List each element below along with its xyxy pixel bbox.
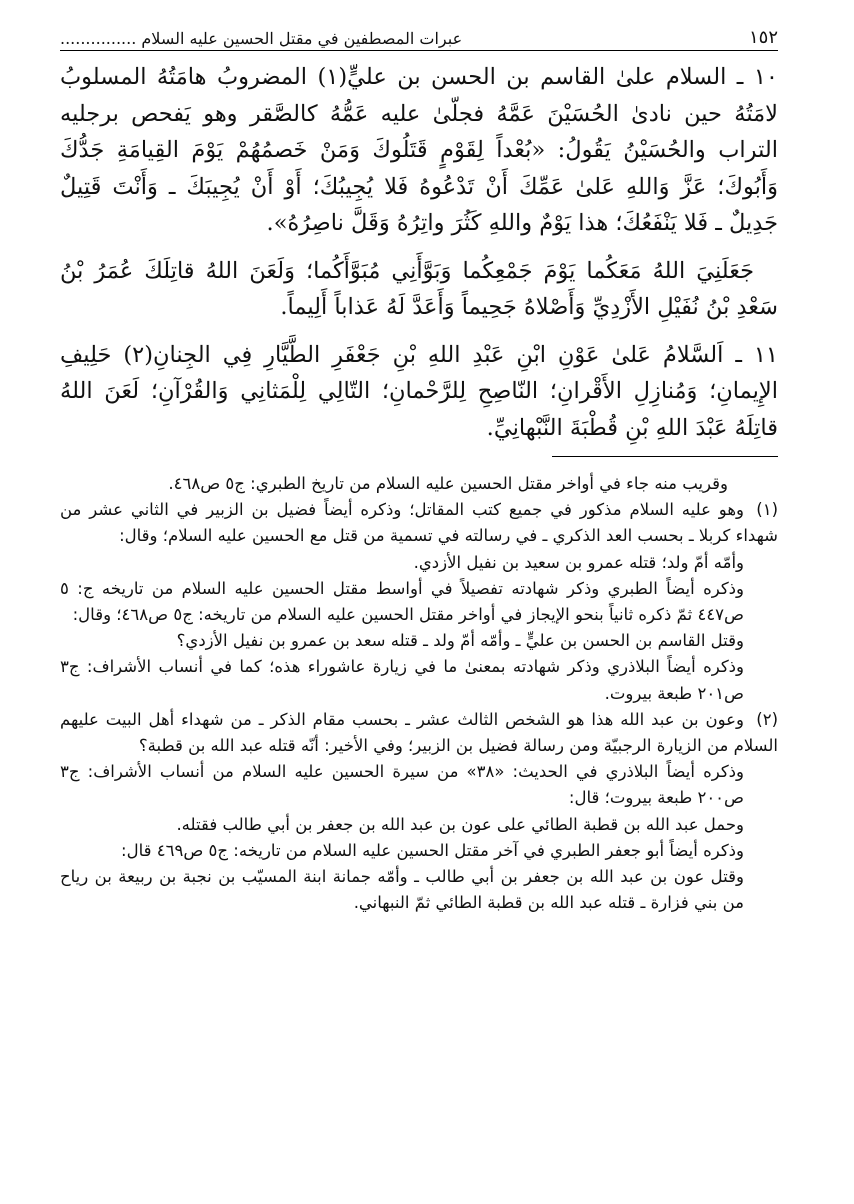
footnote-1-para-2: وأمّه أمّ ولد؛ قتله عمرو بن سعيد بن نفيل الأزدي. bbox=[413, 552, 744, 572]
footnote-2-para-2: وذكره أيضاً البلاذري في الحديث: «٣٨» من سيرة الحسين عليه السلام من أنساب الأشراف: ج٣ ص٢٠٠ طبعة بيروت؛ قال: bbox=[60, 762, 744, 808]
footnote-1-para-1 bbox=[60, 497, 778, 549]
footnote-2-text-1: وعون بن عبد الله هذا هو الشخص الثالث عشر ـ بحسب مقام الذكر ـ من شهداء أهل البيت عليهم السلام من الزيارة الرجبيّة ومن رسالة فضيل بن الزبير؛ وفي الأخير: أنّه قتله عبد الله بن قطبة؟ bbox=[60, 709, 778, 756]
running-title-text: عبرات المصطفين في مقتل الحسين عليه السلام bbox=[141, 29, 463, 48]
page bbox=[60, 22, 778, 916]
footnote-1-para-3: وذكره أيضاً الطبري وذكر شهادته تفصيلاً في أواسط مقتل الحسين عليه السلام من تاريخه ج: ٥ ص٤٤٧ ثمّ ذكره ثانياً بنحو الإيجاز في أواخر مقتل الحسين عليه السلام من تاريخه: ج٥ ص٤٦٨؛ وقال: bbox=[60, 578, 744, 625]
footnote-2-mark: (٢) bbox=[756, 709, 778, 729]
ziyara-paragraph-curse-text: جَعَلَنِيَ اللهُ مَعَكُما يَوْمَ جَمْعِكُما وَبَوَّأَنِي مُبَوَّأَكُما؛ وَلَعَنَ اللهُ قاتِلَكَ عُمَرُ بْنُ سَعْدِ بْنُ نُفَيْلِ الأَزْدِيِّ وَأَصْلاهُ جَحِيماً وَأَعَدَّ لَهُ عَذاباً أَلِيماً. bbox=[60, 257, 778, 320]
main-text bbox=[60, 59, 778, 446]
ziyara-paragraph-curse bbox=[60, 253, 778, 326]
page-number: ١٥٢ bbox=[748, 27, 778, 48]
footnote-1-para-4: وقتل القاسم بن الحسن بن عليٍّ ـ وأمّه أمّ ولد ـ قتله سعد بن عمرو بن نفيل الأزدي؟ bbox=[176, 631, 744, 651]
footnote-separator bbox=[552, 456, 778, 457]
ziyara-paragraph-11: ١١ ـ اَلسَّلامُ عَلىٰ عَوْنِ ابْنِ عَبْدِ اللهِ بْنِ جَعْفَرِ الطَّيَّارِ فِي الجِنانِ(٢) حَلِيفِ الإِيمانِ؛ وَمُنازِلِ الأَقْرانِ؛ النّاصِحِ لِلرَّحْمانِ؛ التّالِي لِلْمَثانِي وَالقُرْآنِ؛ لَعَنَ اللهُ قاتِلَهُ عَبْدَ اللهِ بْنِ قُطْبَةَ النَّبْهانِيِّ. bbox=[60, 341, 778, 441]
footnote-2-para-1 bbox=[60, 707, 778, 759]
footnotes bbox=[60, 471, 778, 916]
footnote-2-para-4: وذكره أيضاً أبو جعفر الطبري في آخر مقتل الحسين عليه السلام من تاريخه: ج٥ ص٤٦٩ قال: bbox=[121, 840, 744, 860]
ziyara-paragraph-10: ١٠ ـ السلام علىٰ القاسم بن الحسن بن عليٍّ(١) المضروبُ هامَتُهُ المسلوبُ لامَتُهُ حين نادىٰ الحُسَيْنَ عَمَّهُ فجلّىٰ عليه عَمُّهُ كالصَّقر وهو يَفحص برجليه التراب والحُسَيْنُ يَقُولُ: «بُعْداً لِقَوْمٍ قَتَلُوكَ وَمَنْ خَصمُهُمْ يَوْمَ القِيامَةِ جَدُّكَ وَأَبُوكَ؛ عَزَّ وَاللهِ عَلىٰ عَمِّكَ أَنْ تَدْعُوهُ فَلا يُجِيبُكَ؛ أَوْ أَنْ يُجِيبَكَ ـ وَأَنْتَ قَتِيلٌ جَدِيلٌ ـ فَلا يَنْفَعُكَ؛ هذا يَوْمٌ واللهِ كَثُرَ واتِرُهُ وَقَلَّ ناصِرُهُ». bbox=[60, 64, 778, 236]
footnote-2-para-5: وقتل عون بن عبد الله بن جعفر بن أبي طالب ـ وأمّه جمانة ابنة المسيّب بن نجبة بن ربيعة بن رياح من بني فزارة ـ قتله عبد الله بن قطبة الطائي ثمّ النبهاني. bbox=[60, 867, 744, 913]
running-title bbox=[60, 29, 462, 48]
running-header bbox=[60, 22, 778, 51]
footnote-2-para-3: وحمل عبد الله بن قطبة الطائي على عون بن عبد الله بن جعفر بن أبي طالب فقتله. bbox=[176, 814, 744, 834]
title-leader-dots: ............... bbox=[60, 29, 137, 48]
footnote-1-text-1: وهو عليه السلام مذكور في جميع كتب المقاتل؛ وذكره أيضاً فضيل بن الزبير في الثاني عشر من شهداء كربلا ـ بحسب العد الذكري ـ في رسالته في تسمية من قتل مع الحسين عليه السلام؛ وقال: bbox=[60, 500, 778, 546]
footnote-1-mark: (١) bbox=[756, 500, 778, 520]
footnote-1-para-5: وذكره أيضاً البلاذري وذكر شهادته بمعنىٰ ما في زيارة عاشوراء هذه؛ كما في أنساب الأشراف: ج٣ ص٢٠١ طبعة بيروت. bbox=[60, 657, 744, 703]
footnote-carryover: وقريب منه جاء في أواخر مقتل الحسين عليه السلام من تاريخ الطبري: ج٥ ص٤٦٨. bbox=[168, 474, 728, 493]
